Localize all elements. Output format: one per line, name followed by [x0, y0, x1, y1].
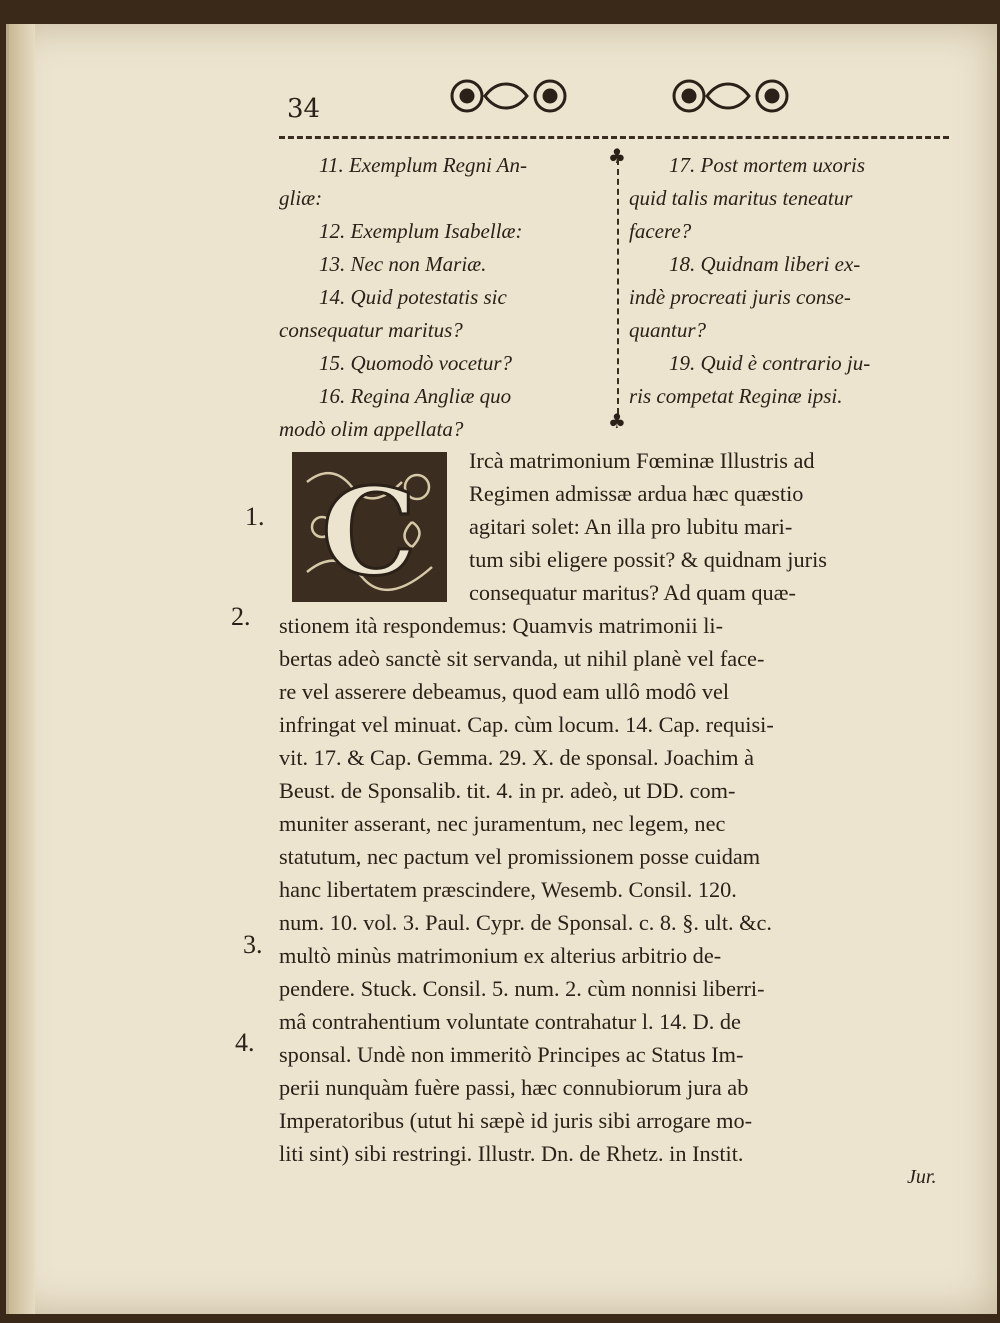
text-line: vit. 17. & Cap. Gemma. 29. X. de sponsal. Joachim à [279, 745, 754, 770]
column-divider [617, 159, 619, 414]
divider-ornament-bottom: ♣ [608, 409, 626, 433]
page-gutter [9, 24, 35, 1314]
text-line: agitari solet: An illa pro lubitu mari- [469, 514, 793, 539]
margin-number: 1. [245, 502, 265, 531]
text-line: mâ contrahentium voluntate contrahatur l. 14. D. de [279, 1009, 741, 1034]
summary-line: quid talis maritus teneatur [629, 186, 853, 210]
summary-line: 11. Exemplum Regni An- [319, 153, 528, 177]
divider-ornament-top: ♣ [608, 144, 626, 168]
text-line: consequatur maritus? Ad quam quæ- [469, 580, 796, 605]
text-line: Imperatoribus (utut hi sæpè id juris sibi arrogare mo- [279, 1108, 753, 1133]
text-line: Beust. de Sponsalib. tit. 4. in pr. adeò, ut DD. com- [279, 778, 736, 803]
text-line: bertas adeò sanctè sit servanda, ut nihil planè vel face- [279, 646, 765, 671]
summary-line: 19. Quid è contrario ju- [669, 351, 871, 375]
header-ornament-right [667, 74, 795, 118]
summary-line: quantur? [629, 318, 707, 342]
text-line: multò minùs matrimonium ex alterius arbitrio de- [279, 943, 722, 968]
summary-line: 13. Nec non Mariæ. [319, 252, 487, 276]
text-line: stionem ità respondemus: Quamvis matrimonii li- [279, 613, 724, 638]
text-line: pendere. Stuck. Consil. 5. num. 2. cùm nonnisi liberri- [279, 976, 765, 1001]
text-line: num. 10. vol. 3. Paul. Cypr. de Sponsal. c. 8. §. ult. &c. [279, 910, 772, 935]
text-line: re vel asserere debeamus, quod eam ullô modô vel [279, 679, 730, 704]
book-page [6, 24, 997, 1314]
text-line: muniter asserant, nec juramentum, nec legem, nec [279, 811, 726, 836]
margin-number: 2. [231, 602, 251, 631]
text-line: sponsal. Undè non immeritò Principes ac Status Im- [279, 1042, 744, 1067]
page-number: 34 [287, 94, 321, 124]
catchword: Jur. [907, 1166, 937, 1188]
header-rule [279, 136, 949, 139]
text-line: tum sibi eligere possit? & quidnam juris [469, 547, 827, 572]
header-ornament-left [445, 74, 573, 118]
summary-line: 17. Post mortem uxoris [669, 153, 865, 177]
text-line: hanc libertatem præscindere, Wesemb. Consil. 120. [279, 877, 737, 902]
text-line: liti sint) sibi restringi. Illustr. Dn. de Rhetz. in Instit. [279, 1141, 744, 1166]
summary-column-right [629, 149, 954, 413]
margin-number: 4. [235, 1028, 255, 1057]
summary-line: 16. Regina Angliæ quo [319, 384, 512, 408]
text-line: perii nunquàm fuère passi, hæc connubiorum jura ab [279, 1075, 749, 1100]
summary-line: 12. Exemplum Isabellæ: [319, 219, 523, 243]
summary-line: ris competat Reginæ ipsi. [629, 384, 843, 408]
margin-number: 3. [243, 930, 263, 959]
text-line: infringat vel minuat. Cap. cùm locum. 14. Cap. requisi- [279, 712, 774, 737]
main-text [279, 444, 957, 1170]
summary-line: 18. Quidnam liberi ex- [669, 252, 861, 276]
summary-column-left [279, 149, 604, 446]
text-line: statutum, nec pactum vel promissionem posse cuidam [279, 844, 761, 869]
summary-line: indè procreati juris conse- [629, 285, 851, 309]
drop-cap-letter: C [321, 462, 417, 602]
summary-line: consequatur maritus? [279, 318, 463, 342]
summary-line: facere? [629, 219, 692, 243]
summary-line: modò olim appellata? [279, 417, 464, 441]
text-line: Ircà matrimonium Fœminæ Illustris ad [469, 448, 815, 473]
summary-line: gliæ: [279, 186, 323, 210]
summary-line: 15. Quomodò vocetur? [319, 351, 513, 375]
text-line: Regimen admissæ ardua hæc quæstio [469, 481, 804, 506]
summary-line: 14. Quid potestatis sic [319, 285, 507, 309]
